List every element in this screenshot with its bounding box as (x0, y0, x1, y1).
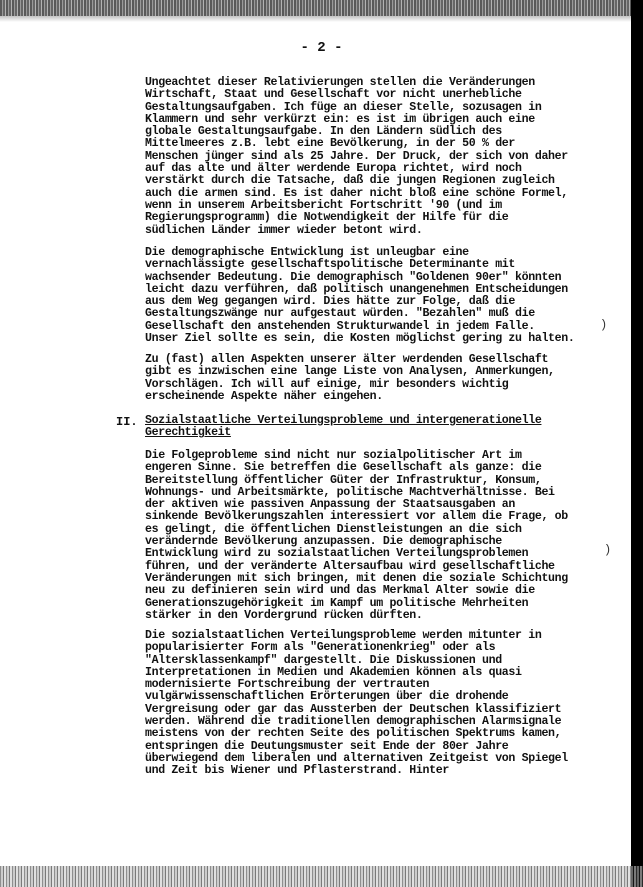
scan-shadow-top (0, 16, 643, 22)
paragraph-2: Die demographische Entwicklung ist unleugbar eine vernachlässigte gesellschaftspolitische Determinante mit wachsender Bedeutung. Die demographisch "Goldenen 90er" könnten leicht dazu verführen, daß politisch unangenehmen Entscheidungen aus dem Weg gegangen wird. Dies hätte zur Folge, daß die Gestaltungszwänge nur aufgestaut würden. "Bezahlen" muß die Gesellschaft den anstehenden Strukturwandel in jedem Falle. Unser Ziel sollte es sein, die Kosten möglichst gering zu halten. (145, 246, 575, 346)
scan-edge-right (631, 0, 643, 887)
section-number: II. (116, 415, 138, 429)
paragraph-5: Die sozialstaatlichen Verteilungsprobleme werden mitunter in popularisierter Form als "Generationenkrieg" oder als "Altersklassenkampf" dargestellt. Die Diskussionen und Interpretationen in Medien und Akademien können als quasi modernisierte Fortschreibung der vertrauten vulgärwissenschaftlichen Erörterungen über die drohende Vergreisung oder gar das Aussterben der Deutschen klassifiziert werden. Während die traditionellen demographischen Alarmsignale meistens von der rechten Seite des politischen Spektrums kamen, entspringen die Deutungsmuster seit Ende der 80er Jahre überwiegend dem liberalen und alternativen Zeitgeist von Spiegel und Zeit bis Wiener und Pflasterstrand. Hinter (145, 629, 568, 778)
margin-mark: ) (600, 318, 608, 332)
scan-edge-top (0, 0, 643, 16)
paragraph-1: Ungeachtet dieser Relativierungen stellen die Veränderungen Wirtschaft, Staat und Gesellschaft vor nicht unerhebliche Gestaltungsaufgaben. Ich füge an dieser Stelle, sozusagen in Klammern und sehr verkürzt ein: es ist im übrigen auch eine globale Gestaltungsaufgabe. In den Ländern südlich des Mittelmeeres z.B. lebt eine Bevölkerung, in der 50 % der Menschen jünger sind als 25 Jahre. Der Druck, der sich von daher auf das alte und älter werdende Europa richtet, wird noch verstärkt durch die Tatsache, daß die jungen Regionen zugleich auch die armen sind. Es ist daher nicht bloß eine schöne Formel, wenn in unserem Arbeitsbericht Fortschritt '90 (und im Regierungsprogramm) die Notwendigkeit der Hilfe für die südlichen Länder immer wieder betont wird. (145, 76, 568, 237)
section-heading: Sozialstaatliche Verteilungsprobleme und intergenerationelle Gerechtigkeit (145, 414, 542, 440)
scan-edge-bottom (0, 866, 643, 887)
margin-mark: ) (604, 543, 612, 557)
paragraph-4: Die Folgeprobleme sind nicht nur sozialpolitischer Art im engeren Sinne. Sie betreffen die Gesellschaft als ganze: die Bereitstellung öffentlicher Güter der Infrastruktur, Konsum, Wohnungs- und Arbeitsmärkte, politische Machtverhältnisse. Bei der aktiven wie passiven Anpassung der Staatsausgaben an sinkende Bevölkerungszahlen interessiert vor allem die Frage, ob es gelingt, die öffentlichen Dienstleistungen an die sich verändernde Bevölkerung anzupassen. Die demographische Entwicklung wird zu sozialstaatlichen Verteilungsproblemen führen, und der veränderte Altersaufbau wird gesellschaftliche Veränderungen mit sich bringen, mit denen die soziale Schichtung neu zu definieren sein wird und das Merkmal Alter sowie die Generationszugehörigkeit im Kampf um politische Mehrheiten stärker in den Vordergrund rücken dürften. (145, 449, 568, 622)
page-number: - 2 - (300, 40, 343, 56)
paragraph-3: Zu (fast) allen Aspekten unserer älter werdenden Gesellschaft gibt es inzwischen eine lange Liste von Analysen, Anmerkungen, Vorschlägen. Ich will auf einige, mir besonders wichtig erscheinende Aspekte näher eingehen. (145, 353, 555, 403)
